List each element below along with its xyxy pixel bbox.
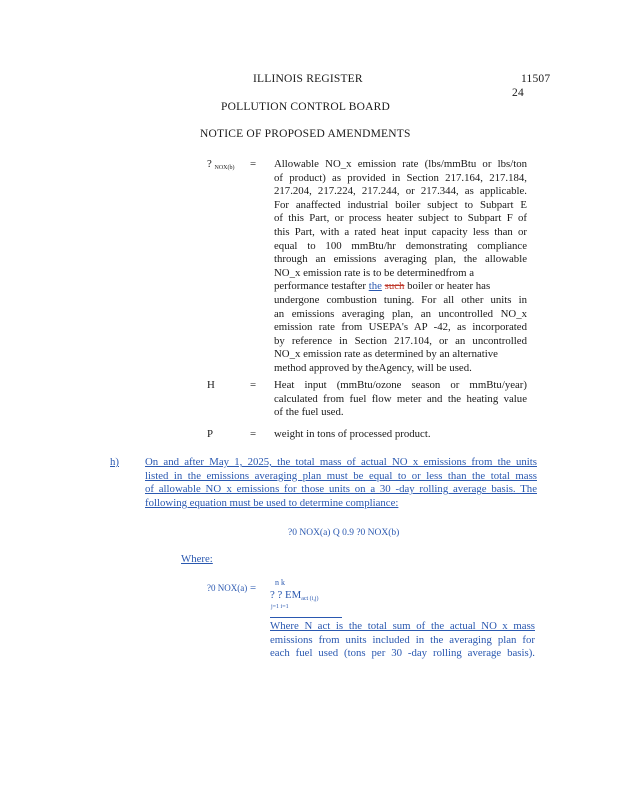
section-h-label: h) bbox=[110, 456, 119, 468]
page-number: 11507 bbox=[521, 73, 551, 85]
notice-title: NOTICE OF PROPOSED AMENDMENTS bbox=[200, 128, 411, 140]
agency-title: POLLUTION CONTROL BOARD bbox=[221, 101, 391, 113]
rate-line: emission rate from USEPA's AP -42, as incorporated bbox=[274, 321, 527, 334]
h-symbol: H bbox=[207, 379, 215, 391]
variable-def-line: Where N_act is the total sum of the actual NO_x mass bbox=[270, 620, 535, 632]
rate-line: undergone combustion tuning. For all other units in bbox=[274, 293, 527, 306]
section-h-line: following equation must be used to determine compliance: bbox=[145, 496, 399, 509]
h-definition bbox=[274, 379, 527, 420]
h-equals: = bbox=[250, 379, 257, 391]
rate-line: of product) as provided in Section 217.164, 217.184, bbox=[274, 171, 527, 184]
h-line: calculated from fuel flow meter and the heating value bbox=[274, 392, 527, 405]
p-symbol: P bbox=[207, 428, 214, 440]
rate-line: Allowable NO_x emission rate (lbs/mmBtu or lbs/ton bbox=[274, 158, 527, 170]
inserted-text: the bbox=[368, 280, 382, 293]
rate-line: through an emissions averaging plan, the allowable bbox=[274, 253, 527, 266]
formula-lower-limits: j=1 i=1 bbox=[271, 604, 289, 610]
summation-symbols: ? ? EM bbox=[270, 589, 302, 601]
rate-symbol bbox=[207, 158, 235, 176]
issue-number: 24 bbox=[512, 87, 524, 99]
register-title: ILLINOIS REGISTER bbox=[253, 73, 363, 85]
rate-line-part: performance testafter bbox=[274, 280, 369, 293]
section-h-line: On and after May 1, 2025, the total mass of actual NO_x emissions from the units bbox=[145, 456, 537, 468]
rate-line: an emissions averaging plan, an uncontrolled NO_x bbox=[274, 307, 527, 320]
rate-line-part: boiler or heater has bbox=[404, 280, 491, 293]
where-label: Where: bbox=[181, 553, 213, 565]
rate-line-amended bbox=[274, 280, 527, 294]
compliance-equation: ?0 NOX(a) Q 0.9 ?0 NOX(b) bbox=[288, 528, 400, 538]
variable-symbol: ?0 NOX(a) bbox=[207, 583, 248, 593]
rate-definition bbox=[274, 158, 527, 376]
formula-upper-limits: n k bbox=[275, 578, 285, 587]
deleted-text: such bbox=[384, 280, 405, 293]
variable-def-line: each fuel used (tons per 30 -day rolling average basis). bbox=[270, 647, 535, 660]
rate-line: NO_x emission rate is to be determinedfrom a bbox=[274, 266, 474, 279]
rate-line: 217.204, 217.224, 217.244, or 217.344, as applicable. bbox=[274, 185, 527, 198]
section-h-line: listed in the emissions averaging plan must be equal to or less than the total mass bbox=[145, 469, 537, 482]
rate-symbol-glyph: ? bbox=[207, 158, 212, 170]
section-h-text bbox=[145, 456, 537, 510]
fraction-rule bbox=[270, 617, 342, 618]
variable-definition bbox=[270, 620, 535, 661]
rate-line: method approved by theAgency, will be used. bbox=[274, 361, 472, 374]
h-line: Heat input (mmBtu/ozone season or mmBtu/year) bbox=[274, 379, 527, 391]
section-h-line: of allowable NO_x emissions for those units on a 30 -day rolling average basis. The bbox=[145, 483, 537, 496]
variable-equals: = bbox=[250, 582, 257, 594]
formula-subscript: act (i,j) bbox=[301, 596, 319, 602]
rate-line: equal to 100 mmBtu/hr demonstrating compliance bbox=[274, 239, 527, 252]
p-definition: weight in tons of processed product. bbox=[274, 428, 431, 440]
variable-def-line: emissions from units included in the averaging plan for bbox=[270, 633, 535, 646]
rate-line: this Part, with a rated heat input capacity less than or bbox=[274, 225, 527, 238]
rate-line: of this Part, or process heater subject to Subpart F of bbox=[274, 212, 527, 225]
p-equals: = bbox=[250, 428, 257, 440]
rate-equals: = bbox=[250, 158, 257, 170]
h-line: of the fuel used. bbox=[274, 406, 344, 419]
rate-line: For anaffected industrial boiler subject to Subpart E bbox=[274, 198, 527, 211]
rate-line: NO_x emission rate as determined by an alternative bbox=[274, 348, 498, 361]
rate-line: by reference in Section 217.104, or an uncontrolled bbox=[274, 334, 527, 347]
rate-symbol-subscript: NOX(b) bbox=[214, 165, 235, 171]
